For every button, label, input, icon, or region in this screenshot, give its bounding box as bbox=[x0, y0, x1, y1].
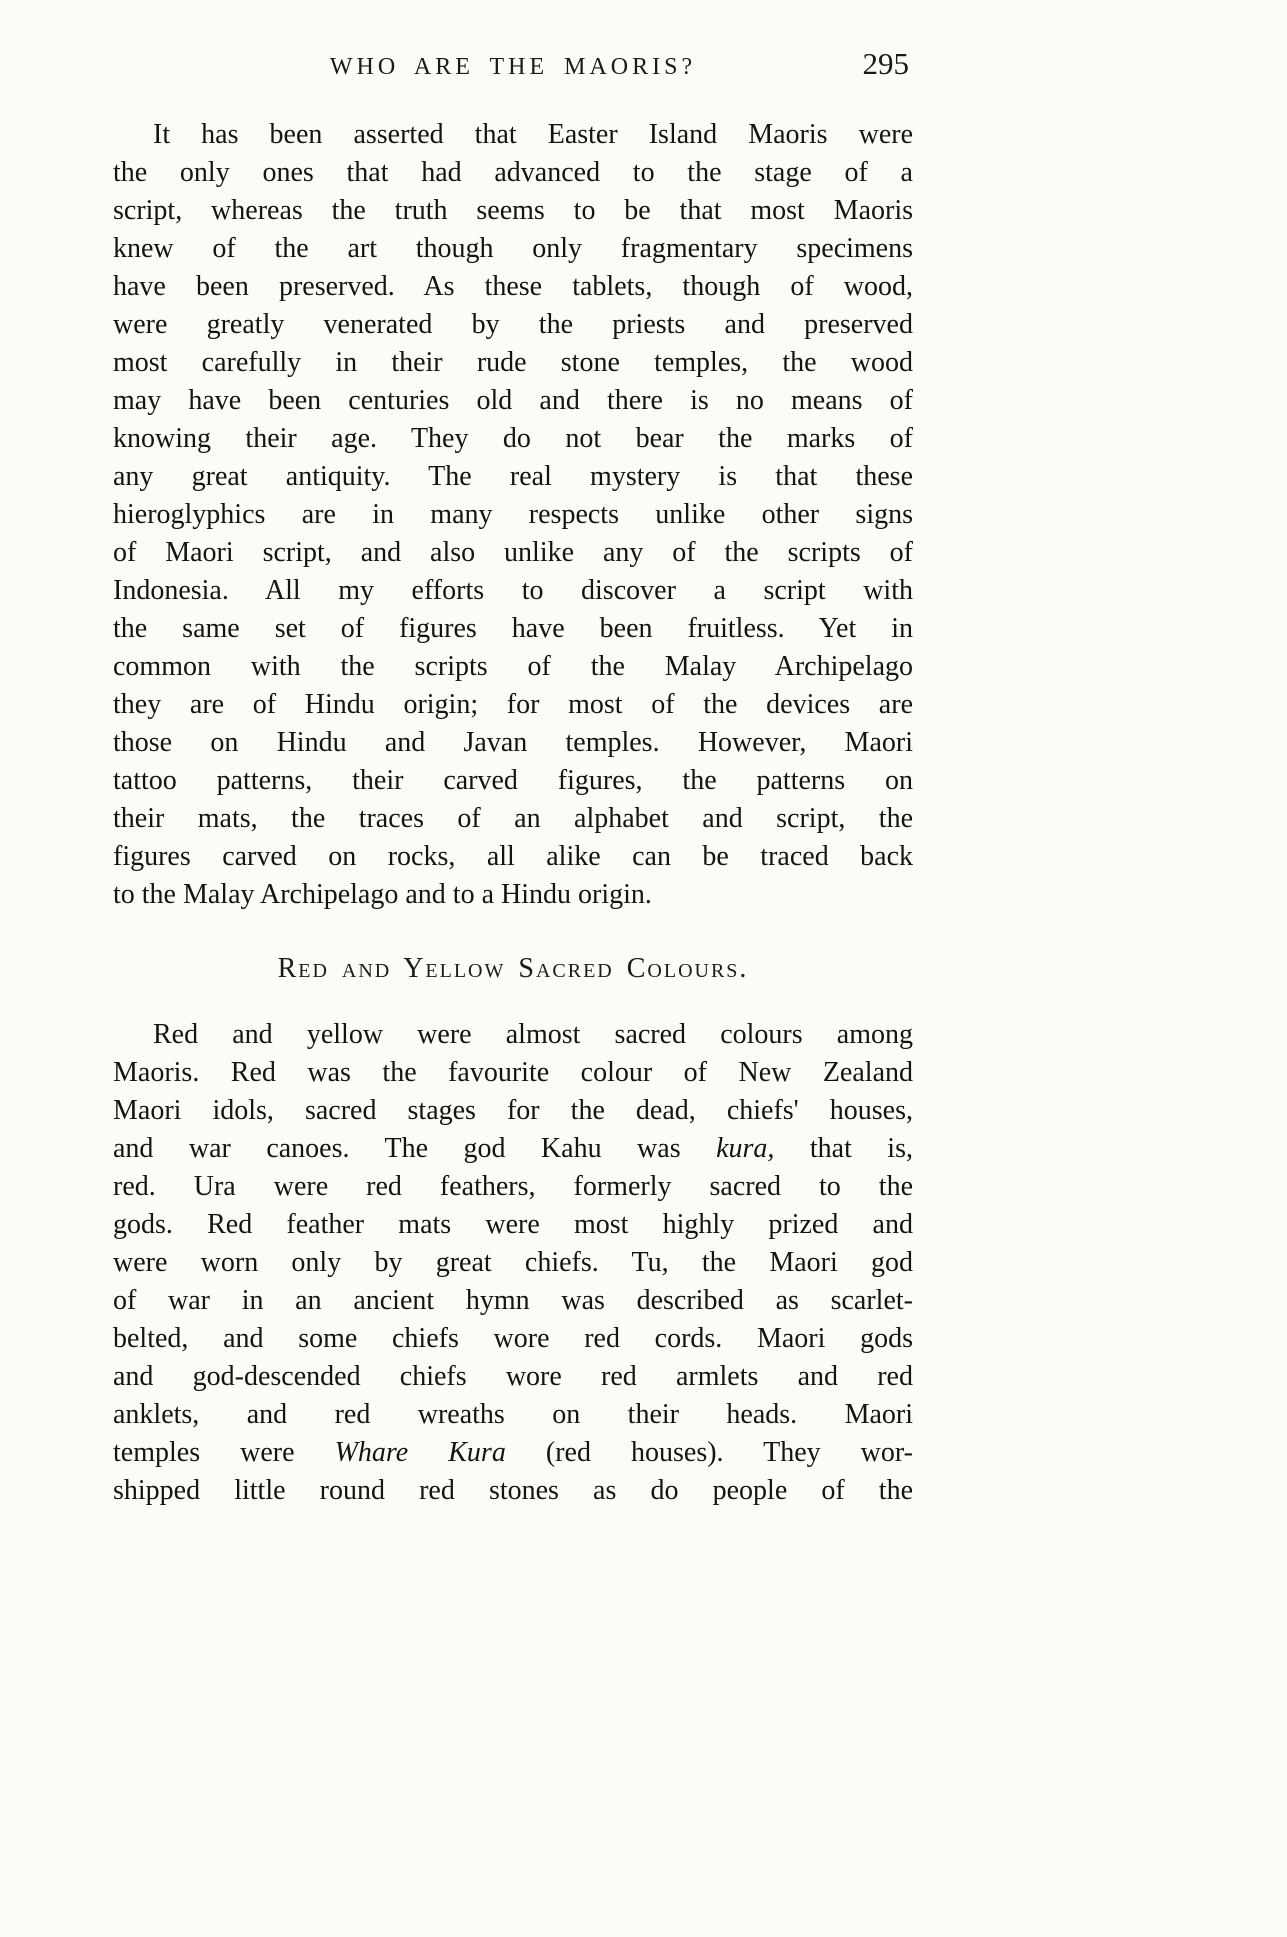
text-line bbox=[113, 268, 913, 306]
text-segment: were greatly venerated by the priests and preserved bbox=[113, 309, 913, 340]
text-line bbox=[113, 1206, 913, 1244]
text-segment: figures carved on rocks, all alike can be traced back bbox=[113, 841, 913, 872]
text-line bbox=[113, 1472, 913, 1510]
text-line bbox=[113, 382, 913, 420]
text-segment: It has been asserted that Easter Island Maoris were bbox=[153, 119, 913, 150]
text-segment: Indonesia. All my efforts to discover a script with bbox=[113, 575, 913, 606]
body-text bbox=[113, 116, 913, 1510]
text-segment: of Maori script, and also unlike any of the scripts of bbox=[113, 537, 913, 568]
text-line bbox=[113, 1396, 913, 1434]
italic-text: kura, bbox=[716, 1133, 775, 1164]
text-line bbox=[113, 1434, 913, 1472]
paragraph bbox=[113, 1016, 913, 1510]
text-segment: script, whereas the truth seems to be that most Maoris bbox=[113, 195, 913, 226]
page-header bbox=[113, 48, 913, 90]
text-line bbox=[113, 192, 913, 230]
text-line bbox=[113, 344, 913, 382]
text-segment: (red houses). They wor- bbox=[505, 1437, 913, 1468]
text-segment: and god-descended chiefs wore red armlets and red bbox=[113, 1361, 913, 1392]
text-segment: the same set of figures have been fruitless. Yet in bbox=[113, 613, 913, 644]
text-segment: knew of the art though only fragmentary specimens bbox=[113, 233, 913, 264]
italic-text: Whare Kura bbox=[334, 1437, 506, 1468]
text-segment: of war in an ancient hymn was described as scarlet- bbox=[113, 1285, 913, 1316]
text-line bbox=[113, 1092, 913, 1130]
text-segment: gods. Red feather mats were most highly prized and bbox=[113, 1209, 913, 1240]
text-line bbox=[113, 1016, 913, 1054]
text-line bbox=[113, 1054, 913, 1092]
text-segment: they are of Hindu origin; for most of the devices are bbox=[113, 689, 913, 720]
text-segment: Red and yellow were almost sacred colours among bbox=[153, 1019, 913, 1050]
text-segment: have been preserved. As these tablets, though of wood, bbox=[113, 271, 913, 302]
section-heading: Red and Yellow Sacred Colours. bbox=[277, 953, 749, 984]
text-segment: belted, and some chiefs wore red cords. Maori gods bbox=[113, 1323, 913, 1354]
page-number: 295 bbox=[862, 46, 909, 81]
text-line bbox=[113, 838, 913, 876]
text-segment: anklets, and red wreaths on their heads. Maori bbox=[113, 1399, 913, 1430]
text-line bbox=[113, 1320, 913, 1358]
text-line bbox=[113, 1168, 913, 1206]
text-segment: most carefully in their rude stone temples, the wood bbox=[113, 347, 913, 378]
text-segment: that is, bbox=[774, 1133, 913, 1164]
text-segment: to the Malay Archipelago and to a Hindu origin. bbox=[113, 879, 652, 910]
text-segment: hieroglyphics are in many respects unlike other signs bbox=[113, 499, 913, 530]
text-segment: tattoo patterns, their carved figures, the patterns on bbox=[113, 765, 913, 796]
text-segment: and war canoes. The god Kahu was bbox=[113, 1133, 717, 1164]
text-line bbox=[113, 1358, 913, 1396]
text-line bbox=[113, 610, 913, 648]
text-line bbox=[113, 496, 913, 534]
text-line bbox=[113, 458, 913, 496]
text-line bbox=[113, 1282, 913, 1320]
text-segment: red. Ura were red feathers, formerly sacred to the bbox=[113, 1171, 913, 1202]
text-line bbox=[113, 116, 913, 154]
text-line bbox=[113, 572, 913, 610]
text-line bbox=[113, 1130, 913, 1168]
text-segment: temples were bbox=[113, 1437, 335, 1468]
text-line bbox=[113, 686, 913, 724]
text-segment: were worn only by great chiefs. Tu, the Maori god bbox=[113, 1247, 913, 1278]
text-segment: Maoris. Red was the favourite colour of New Zealand bbox=[113, 1057, 913, 1088]
text-segment: Maori idols, sacred stages for the dead, chiefs' houses, bbox=[113, 1095, 913, 1126]
text-segment: any great antiquity. The real mystery is that these bbox=[113, 461, 913, 492]
text-line bbox=[113, 876, 913, 914]
text-line bbox=[113, 724, 913, 762]
text-line bbox=[113, 230, 913, 268]
text-line bbox=[113, 534, 913, 572]
paragraph bbox=[113, 116, 913, 914]
text-segment: knowing their age. They do not bear the marks of bbox=[113, 423, 913, 454]
text-line bbox=[113, 800, 913, 838]
text-segment: the only ones that had advanced to the stage of a bbox=[113, 157, 913, 188]
running-title: WHO ARE THE MAORIS? bbox=[329, 54, 697, 80]
page-content bbox=[113, 48, 913, 1510]
text-line bbox=[113, 306, 913, 344]
text-segment: common with the scripts of the Malay Archipelago bbox=[113, 651, 913, 682]
text-segment: their mats, the traces of an alphabet and script, the bbox=[113, 803, 913, 834]
text-line bbox=[113, 648, 913, 686]
text-line bbox=[113, 1244, 913, 1282]
text-line bbox=[113, 420, 913, 458]
text-line bbox=[113, 762, 913, 800]
text-segment: those on Hindu and Javan temples. However, Maori bbox=[113, 727, 913, 758]
text-line bbox=[113, 154, 913, 192]
text-segment: shipped little round red stones as do people of the bbox=[113, 1475, 913, 1506]
text-segment: may have been centuries old and there is no means of bbox=[113, 385, 913, 416]
